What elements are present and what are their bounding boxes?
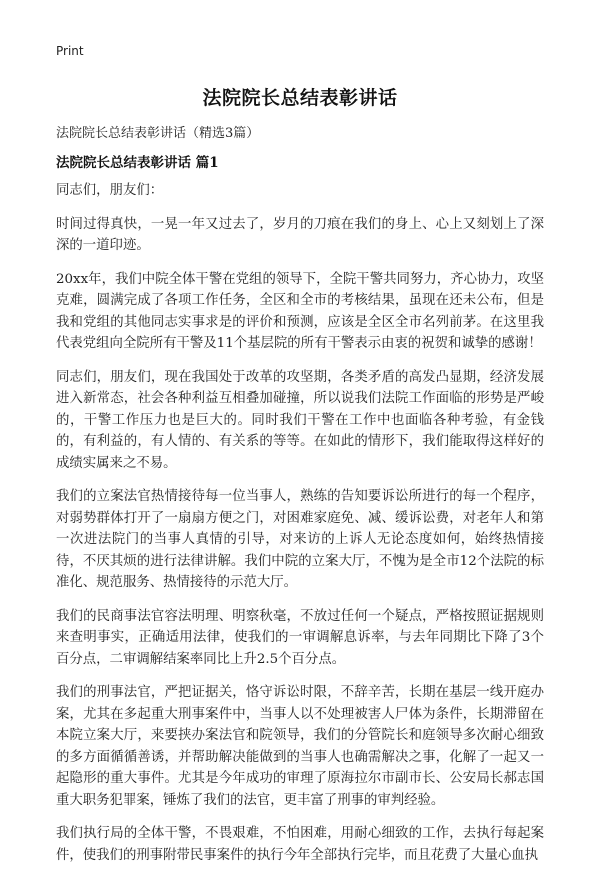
paragraph: 同志们，朋友们，现在我国处于改革的攻坚期，各类矛盾的高发凸显期，经济发展进入新常态，社会各种利益互相叠加碰撞，所以说我们法院工作面临的形势是严峻的，干警工作压力也是巨大的。同时我们干警在工作中也面临各种考验，有金钱的，有利益的，有人情的、有关系的等等。在如此的情形下，我们能取得这样好的成绩实属来之不易。 xyxy=(56,369,544,471)
paragraph: 我们执行局的全体干警，不畏艰难，不怕困难，用耐心细致的工作，去执行每起案件，使我们的刑事附带民事案件的执行今年全部执行完毕，而且花费了大量心血执 xyxy=(56,826,544,863)
document-title: 法院院长总结表彰讲话 xyxy=(202,87,398,109)
paragraph: 20xx年，我们中院全体干警在党组的领导下，全院干警共同努力，齐心协力，攻坚克难，圆满完成了各项工作任务，全区和全市的考核结果，虽现在还未公布，但是我和党组的其他同志实事求是的评价和预测，应该是全区全市名列前茅。在这里我代表党组向全院所有干警及11个基层院的所有干警表示由衷的祝贺和诚挚的感谢！ xyxy=(56,271,544,351)
section-heading: 法院院长总结表彰讲话 篇1 xyxy=(56,155,219,171)
paragraph: 我们的民商事法官容法明理、明察秋毫，不放过任何一个疑点，严格按照证据规则来查明事实，正确适用法律，使我们的一审调解息诉率，与去年同期比下降了3个百分点，二审调解结案率同比上升2.5个百分点。 xyxy=(56,608,544,667)
paragraph: 我们的刑事法官，严把证据关，恪守诉讼时限，不辞辛苦，长期在基层一线开庭办案，尤其在多起重大刑事案件中，当事人以不处理被害人尸体为条件，长期滞留在本院立案大厅，来要挟办案法官和院领导，我们的分管院长和庭领导多次耐心细致的多方面循循善诱，并帮助解决能做到的当事人也确需解决之事，化解了一起又一起隐形的重大事件。尤其是今年成功的审理了原海拉尔市副市长、公安局长郝志国重大职务犯罪案，锤炼了我们的法官，更丰富了刑事的审判经验。 xyxy=(56,685,544,808)
paragraph: 我们的立案法官热情接待每一位当事人，熟练的告知要诉讼所进行的每一个程序，对弱势群体打开了一扇扇方便之门，对困难家庭免、减、缓诉讼费，对老年人和第一次进法院门的当事人真情的引导，对来访的上诉人无论态度如何，始终热情接待，不厌其烦的进行法律讲解。我们中院的立案大厅，不愧为是全市12个法院的标准化、规范服务、热情接待的示范大厅。 xyxy=(56,489,544,590)
paragraph: 时间过得真快，一晃一年又过去了，岁月的刀痕在我们的身上、心上又刻划上了深深的一道印迹。 xyxy=(56,216,544,253)
document-body xyxy=(56,180,544,878)
print-label: Print xyxy=(56,44,84,58)
document-subtitle: 法院院长总结表彰讲话（精选3篇） xyxy=(56,126,260,141)
paragraph-greeting: 同志们，朋友们： xyxy=(56,183,164,198)
